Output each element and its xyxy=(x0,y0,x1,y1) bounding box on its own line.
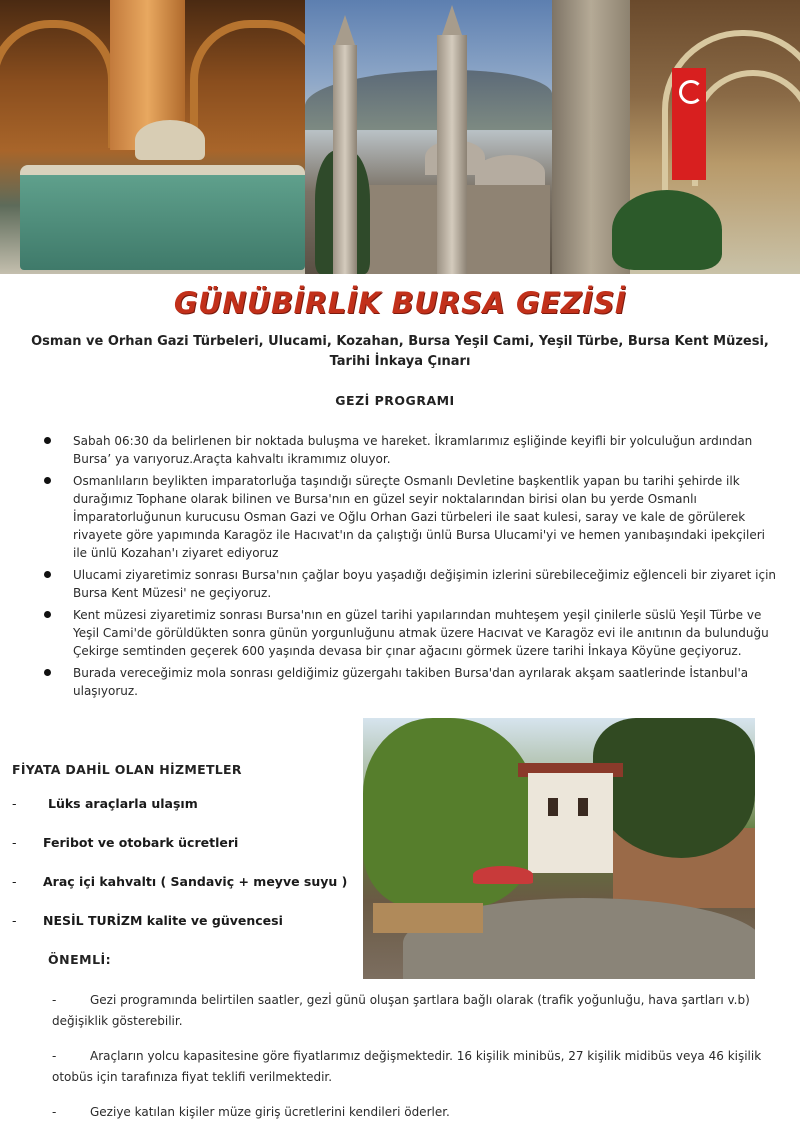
included-services-list xyxy=(12,796,372,952)
bullet-icon xyxy=(44,611,51,618)
program-item: Sabah 06:30 da belirlenen bir noktada buluşma ve hareket. İkramlarımız eşliğinde keyifli bir yolculuğun ardından Bursa’ ya varıyoruz.Araçta kahvaltı ikramımız oluyor. xyxy=(40,432,780,468)
fountain-pool xyxy=(20,165,305,270)
included-item: - Lüks araçlarla ulaşım xyxy=(12,796,198,811)
bullet-icon xyxy=(44,437,51,444)
program-item: Burada vereceğimiz mola sonrası geldiğimiz güzergahı takiben Bursa'dan ayrılarak akşam saatlerinde İstanbul'a ulaşıyoruz. xyxy=(40,664,780,700)
bullet-icon xyxy=(44,477,51,484)
house-window xyxy=(548,798,558,816)
important-heading: ÖNEMLİ: xyxy=(48,952,112,967)
included-item: - Araç içi kahvaltı ( Sandaviç + meyve suyu ) xyxy=(12,874,348,889)
arch-left xyxy=(0,20,116,148)
potted-plant xyxy=(612,190,722,270)
fountain-top xyxy=(135,120,205,160)
important-notes-list xyxy=(52,990,762,1137)
included-services-heading: FİYATA DAHİL OLAN HİZMETLER xyxy=(12,762,242,777)
village-house xyxy=(528,773,613,873)
note-item: - Araçların yolcu kapasitesine göre fiyatlarımız değişmektedir. 16 kişilik minibüs, 27 kişilik midibüs veya 46 kişilik otobüs için tarafınıza fiyat teklifi verilmektedir. xyxy=(52,1049,762,1084)
tour-highlights: Osman ve Orhan Gazi Türbeleri, Ulucami, Kozahan, Bursa Yeşil Cami, Yeşil Türbe, Bursa Kent Müzesi, Tarihi İnkaya Çınarı xyxy=(31,334,769,369)
photo-bursa-skyline xyxy=(305,0,552,274)
header-photo-collage xyxy=(0,0,800,274)
minaret-left xyxy=(333,45,357,274)
program-item: Osmanlıların beylikten imparatorluğa taşındığı süreçte Osmanlı Devletine başkentlik yapan bu tarihi şehirde ilk durağımız Tophane olarak bilinen ve Bursa'nın en güzel seyir noktalarından birisi olan bu yerde Osmanlı İmparatorluğunun kurucusu Osman Gazi ve Oğlu Orhan Gazi türbeleri ile saat kulesi, saray ve kale de görülerek rivayete göre yapımında Karagöz ile Hacıvat'ın da çalıştığı ünlü Bursa Ulucami'yi ve hemen yanıbaşındaki ipekçileri ile ünlü Kozahan'ı ziyaret ediyoruz xyxy=(40,472,780,562)
included-item: - Feribot ve otobark ücretleri xyxy=(12,835,239,850)
program-list xyxy=(40,432,780,704)
photo-covered-bazaar xyxy=(552,0,800,274)
program-heading: GEZİ PROGRAMI xyxy=(335,393,455,408)
minaret-right xyxy=(437,35,467,274)
bullet-icon xyxy=(44,669,51,676)
bullet-icon xyxy=(44,571,51,578)
red-umbrella xyxy=(473,866,533,884)
note-item: - Gezi programında belirtilen saatler, gezİ günü oluşan şartlara bağlı olarak (trafik yoğunluğu, hava şartları v.b) değişiklik gösterebilir. xyxy=(52,993,750,1028)
note-item: - Geziye katılan kişiler müze giriş ücretlerini kendileri öderler. xyxy=(52,1105,450,1119)
market-stall xyxy=(373,903,483,933)
program-item: Kent müzesi ziyaretimiz sonrası Bursa'nın en güzel tarihi yapılarından muhteşem yeşil çinilerle süslü Yeşil Türbe ve Yeşil Cami'de görüldükten sonra günün yorgunluğunu atmak üzere Hacıvat ve Karagöz evi ile anıtının da bulunduğu Çekirge semtinden geçerek 600 yaşında devasa bir çınar ağacını görmek üzere tarihi İnkaya Köyüne geçiyoruz. xyxy=(40,606,780,660)
house-window xyxy=(578,798,588,816)
arch-right xyxy=(190,20,305,148)
photo-inkaya-village xyxy=(363,718,755,979)
program-item: Ulucami ziyaretimiz sonrası Bursa'nın çağlar boyu yaşadığı değişimin izlerini sürebileceğimiz eğlenceli bir ziyaret için Bursa Kent Müzesi' ne geçiyoruz. xyxy=(40,566,780,602)
included-item: - NESİL TURİZM kalite ve güvencesi xyxy=(12,913,283,928)
page-title: GÜNÜBİRLİK BURSA GEZİSİ xyxy=(173,286,627,320)
crescent-icon xyxy=(679,80,703,104)
photo-ulucami-fountain xyxy=(0,0,305,274)
